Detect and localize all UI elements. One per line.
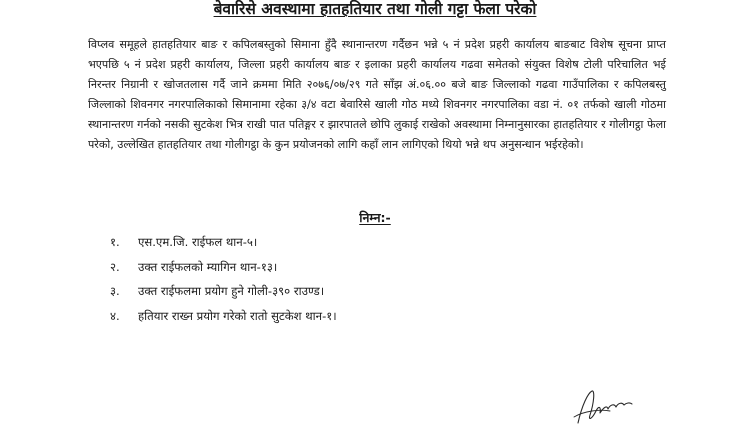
list-item-text: उक्त राईफलमा प्रयोग हुने गोली-३९० राउण्ड। bbox=[138, 284, 325, 298]
list-item-number: ४. bbox=[110, 308, 120, 323]
list-item-number: २. bbox=[110, 259, 120, 274]
list-heading-text: निम्न:- bbox=[359, 210, 391, 225]
list-item bbox=[110, 232, 610, 257]
list-item bbox=[110, 306, 610, 331]
list-item bbox=[110, 281, 610, 306]
list-item-text: उक्त राईफलको म्यागिन थान-१३। bbox=[138, 259, 278, 274]
body-paragraph: विप्लव समूहले हातहतियार बाङ र कपिलबस्तुको सिमाना हुँदै स्थानान्तरण गर्दैछन भन्ने ५ नं प्रदेश प्रहरी कार्यालय बाङबाट विशेष सूचना प्राप्त भएपछि ५ नं प्रदेश प्रहरी कार्यालय, जिल्ला प्रहरी कार्यालय बाङ र इलाका प्रहरी कार्यालय गढवा समेतको संयुक्त विशेष टोली परिचालित भई निरन्तर निग्रानी र खोजतलास गर्दै जाने क्रममा मिति २०७६/०७/२९ गते साँझ अं.०६.०० बजे बाङ जिल्लाको गढवा गाउँपालिका र कपिलबस्तु जिल्लाको शिवनगर नगरपालिकाको सिमानामा रहेका ३/४ वटा बेवारिसे खाली गोठ मध्ये शिवनगर नगरपालिका वडा नं. ०१ तर्फको खाली गोठमा स्थानान्तरण गर्नको नसकी सुटकेश भित्र राखी पात पतिङ्गर र झारपातले छोपि लुकाई राखेको अवस्थामा निम्नानुसारका हातहतियार र गोलीगट्ठा फेला परेको, उल्लेखित हातहतियार तथा गोलीगट्ठा के कुन प्रयोजनको लागि कहाँ लान लागिएको थियो भन्ने थप अनुसन्धान भईरहेको। bbox=[88, 38, 666, 151]
list-heading bbox=[0, 209, 750, 226]
list-item-number: १. bbox=[110, 235, 120, 249]
document-title-text: बेवारिसे अवस्थामा हातहतियार तथा गोली गट्टा फेला परेको bbox=[213, 0, 537, 18]
list-item bbox=[110, 257, 610, 282]
list-item-number: ३. bbox=[110, 284, 120, 298]
seized-items-list bbox=[110, 232, 610, 330]
handwritten-signature bbox=[570, 385, 640, 430]
document-title bbox=[0, 0, 750, 18]
list-item-text: एस.एम.जि. राईफल थान-५। bbox=[138, 235, 258, 249]
list-item-text: हतियार राख्न प्रयोग गरेको रातो सुटकेश थान-१। bbox=[138, 308, 337, 323]
